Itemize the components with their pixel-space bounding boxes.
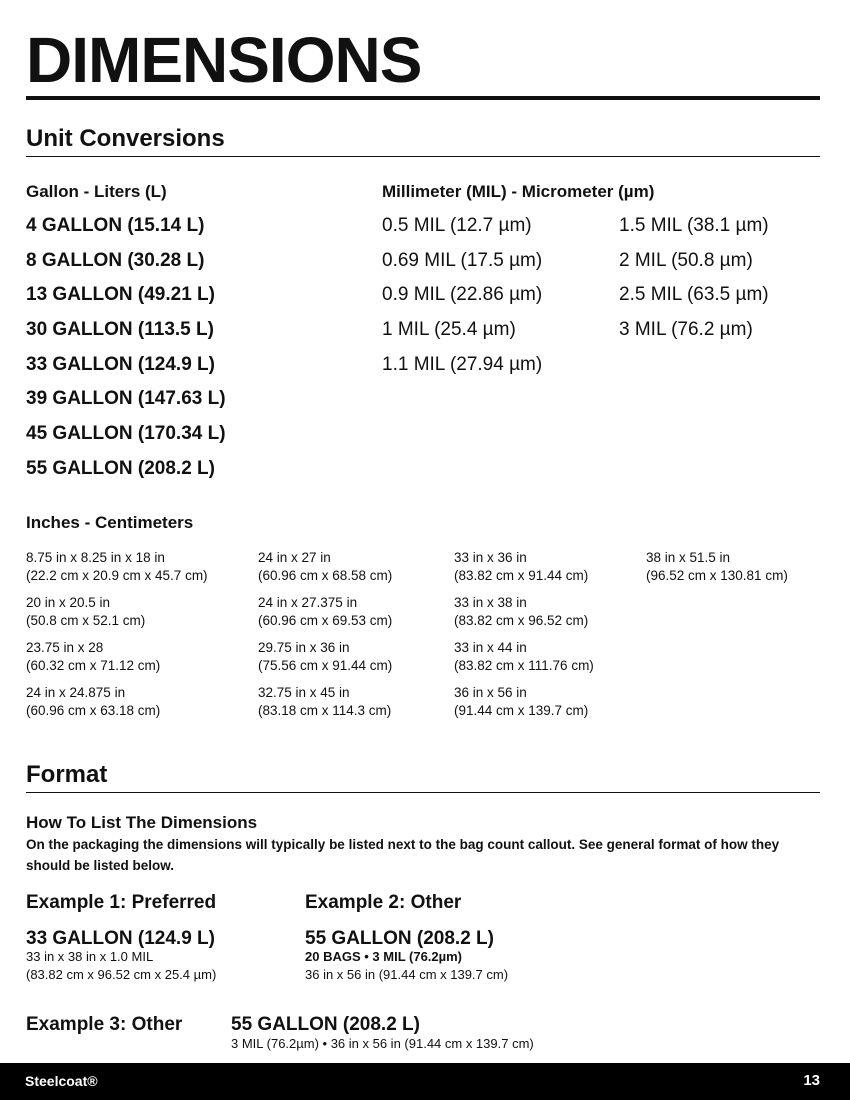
list-item: 45 GALLON (170.34 L) (26, 423, 226, 445)
format-divider (26, 792, 820, 793)
list-item: 0.9 MIL (22.86 µm) (382, 284, 543, 306)
example-1-heading: Example 1: Preferred (26, 892, 217, 913)
gallon-liters-list (26, 216, 226, 494)
title-divider (26, 96, 820, 100)
page-title: DIMENSIONS (26, 24, 422, 96)
example-3-main: 55 GALLON (208.2 L) (231, 1014, 420, 1035)
unit-conversions-heading: Unit Conversions (26, 125, 225, 152)
mil-list-column-1 (382, 216, 542, 389)
list-item: 33 in x 36 in (83.82 cm x 91.44 cm) (454, 550, 589, 583)
list-item: 1.5 MIL (38.1 µm) (619, 215, 769, 236)
list-item: 24 in x 27.375 in (60.96 cm x 69.53 cm) (258, 595, 393, 628)
list-item: 4 GALLON (15.14 L) (26, 215, 205, 236)
list-item: 38 in x 51.5 in (96.52 cm x 130.81 cm) (646, 550, 788, 583)
example-1-main: 33 GALLON (124.9 L) (26, 928, 215, 949)
list-item: 0.5 MIL (12.7 µm) (382, 215, 532, 236)
list-item: 1 MIL (25.4 µm) (382, 319, 516, 341)
list-item: 23.75 in x 28 (60.32 cm x 71.12 cm) (26, 640, 161, 673)
list-item: 55 GALLON (208.2 L) (26, 457, 215, 479)
list-item: 33 GALLON (124.9 L) (26, 353, 215, 375)
example-2-main: 55 GALLON (208.2 L) (305, 928, 494, 949)
list-item: 32.75 in x 45 in (83.18 cm x 114.3 cm) (258, 685, 392, 718)
list-item: 29.75 in x 36 in (75.56 cm x 91.44 cm) (258, 640, 393, 673)
list-item: 39 GALLON (147.63 L) (26, 388, 226, 410)
mil-micrometer-heading: Millimeter (MIL) - Micrometer (µm) (382, 182, 655, 201)
page-footer (0, 1063, 850, 1100)
example-2-heading: Example 2: Other (305, 892, 462, 913)
how-to-heading: How To List The Dimensions (26, 813, 258, 832)
list-item: 0.69 MIL (17.5 µm) (382, 249, 543, 271)
list-item: 33 in x 44 in (83.82 cm x 111.76 cm) (454, 640, 594, 673)
inches-centimeters-heading: Inches - Centimeters (26, 513, 194, 532)
mil-list-column-2 (619, 216, 769, 355)
list-item: 3 MIL (76.2 µm) (619, 319, 753, 341)
example-3-heading: Example 3: Other (26, 1014, 183, 1035)
list-item: 2 MIL (50.8 µm) (619, 249, 753, 271)
page-number: 13 (803, 1072, 820, 1089)
gallon-liters-heading: Gallon - Liters (L) (26, 182, 167, 201)
example-3-details: 3 MIL (76.2µm) • 36 in x 56 in (91.44 cm x 139.7 cm) (231, 1036, 534, 1051)
example-2-details: 20 BAGS • 3 MIL (76.2µm) 36 in x 56 in (91.44 cm x 139.7 cm) (305, 949, 509, 982)
list-item: 24 in x 24.875 in (60.96 cm x 63.18 cm) (26, 685, 161, 718)
list-item: 24 in x 27 in (60.96 cm x 68.58 cm) (258, 550, 393, 583)
format-heading: Format (26, 761, 108, 788)
list-item: 36 in x 56 in (91.44 cm x 139.7 cm) (454, 685, 589, 718)
list-item: 1.1 MIL (27.94 µm) (382, 353, 543, 375)
list-item: 8.75 in x 8.25 in x 18 in (22.2 cm x 20.9 cm x 45.7 cm) (26, 550, 208, 583)
list-item: 13 GALLON (49.21 L) (26, 284, 215, 306)
list-item: 30 GALLON (113.5 L) (26, 319, 214, 341)
list-item: 8 GALLON (30.28 L) (26, 249, 205, 271)
list-item: 20 in x 20.5 in (50.8 cm x 52.1 cm) (26, 595, 146, 628)
list-item: 2.5 MIL (63.5 µm) (619, 284, 769, 306)
example-1-details: 33 in x 38 in x 1.0 MIL (83.82 cm x 96.52 cm x 25.4 µm) (26, 949, 217, 982)
how-to-body: On the packaging the dimensions will typically be listed next to the bag count callout. See general format of how they should be listed below. (26, 837, 780, 873)
footer-brand: Steelcoat® (25, 1073, 98, 1089)
list-item: 33 in x 38 in (83.82 cm x 96.52 cm) (454, 595, 589, 628)
unit-conversions-divider (26, 156, 820, 157)
